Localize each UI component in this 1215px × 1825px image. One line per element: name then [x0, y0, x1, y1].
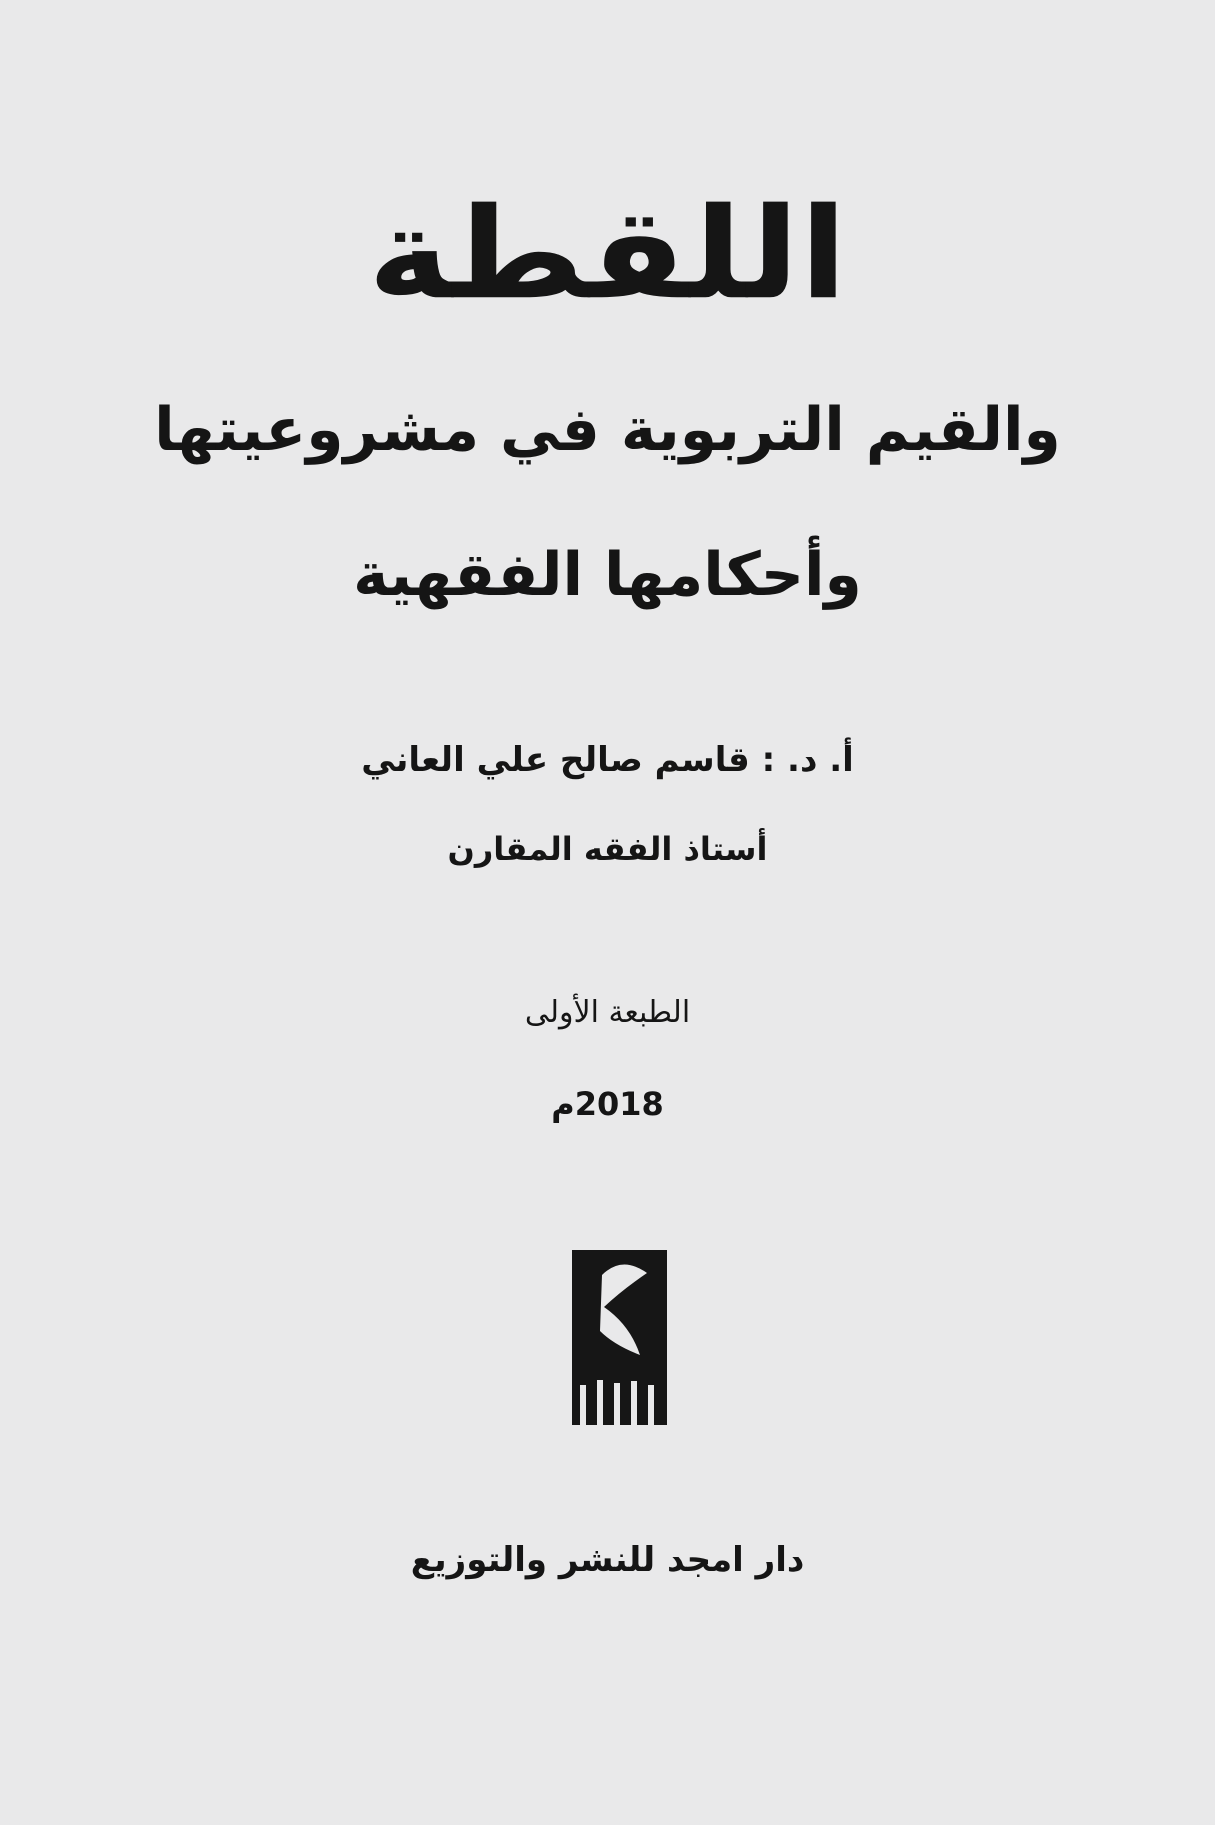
- subtitle-line-1: والقيم التربوية في مشروعيتها: [154, 395, 1061, 465]
- publisher-logo-icon: [562, 1235, 682, 1455]
- book-title: اللقطة: [367, 181, 848, 328]
- subtitle-line-2: وأحكامها الفقهية: [353, 540, 862, 610]
- author-name: أ. د. : قاسم صالح علي العاني: [361, 740, 854, 780]
- edition: الطبعة الأولى: [524, 995, 691, 1030]
- publisher-name: دار امجد للنشر والتوزيع: [410, 1540, 805, 1580]
- publication-year: 2018م: [551, 1085, 664, 1123]
- author-title: أستاذ الفقه المقارن: [447, 830, 768, 868]
